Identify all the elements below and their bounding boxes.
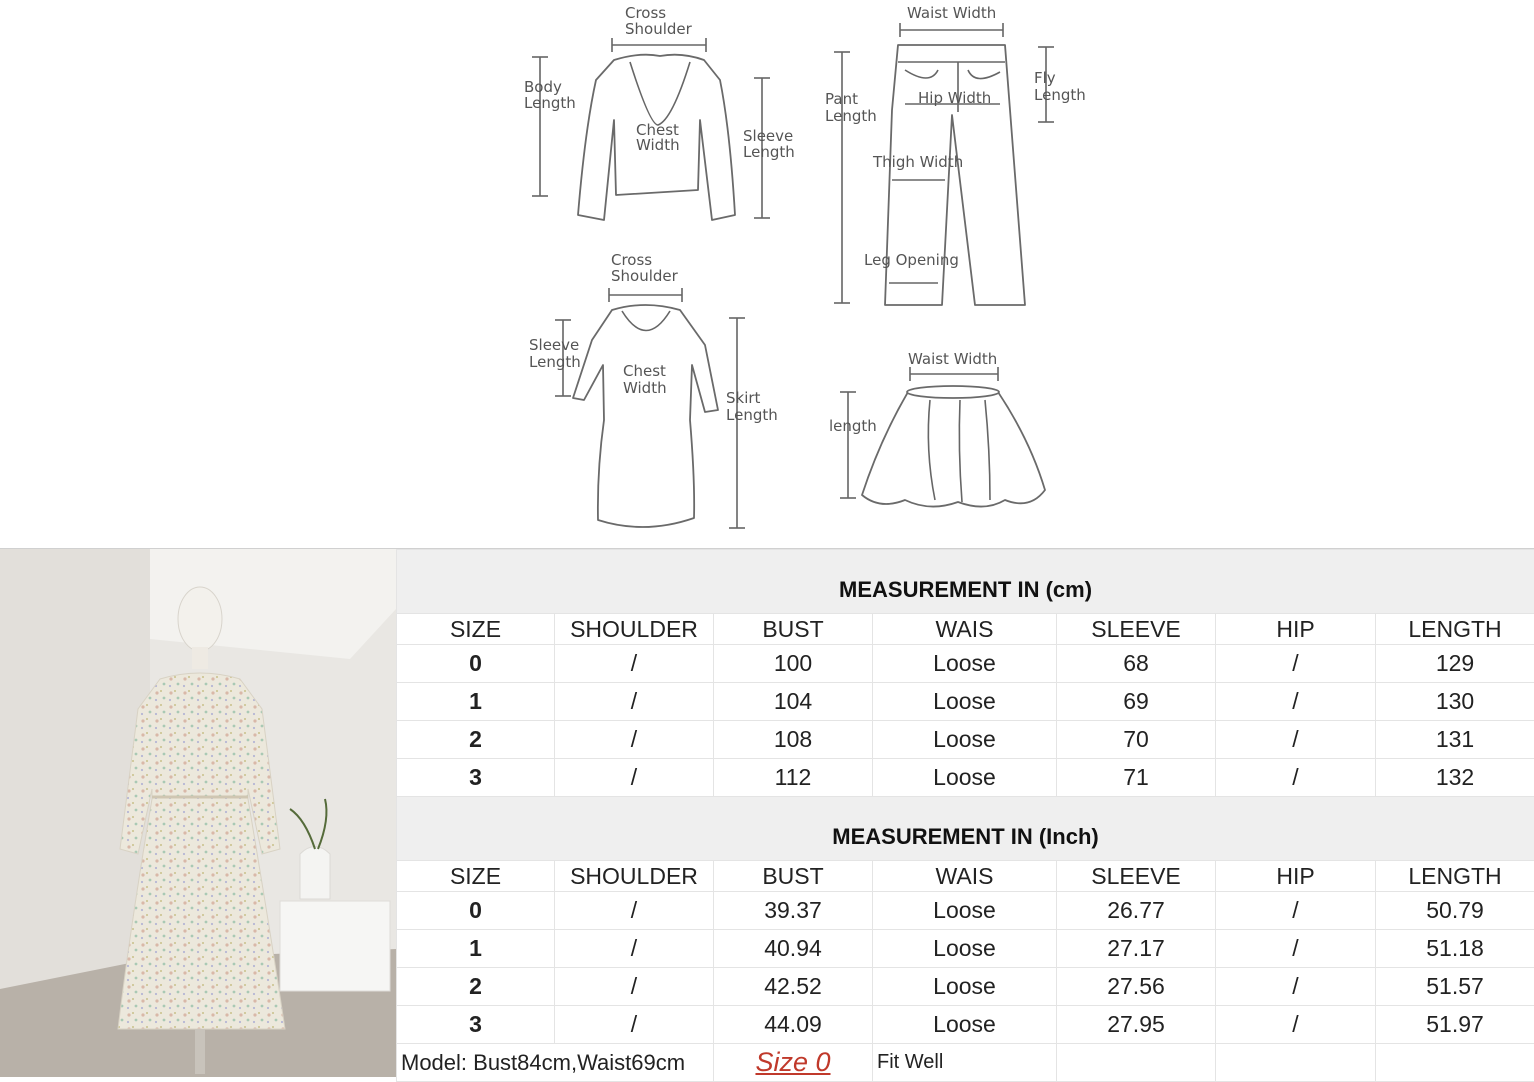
pants-waist-width-label: Waist Width bbox=[907, 4, 996, 22]
inch-cell-bust: 44.09 bbox=[714, 1006, 873, 1044]
cm-cell-shoulder: / bbox=[555, 759, 714, 797]
cm-cell-sleeve: 68 bbox=[1057, 645, 1216, 683]
cm-cell-shoulder: / bbox=[555, 683, 714, 721]
cm-cell-bust: 112 bbox=[714, 759, 873, 797]
inch-cell-shoulder: / bbox=[555, 1006, 714, 1044]
cm-cell-length: 132 bbox=[1376, 759, 1534, 797]
cm-cell-sleeve: 69 bbox=[1057, 683, 1216, 721]
cm-cell-shoulder: / bbox=[555, 721, 714, 759]
inch-cell-size: 0 bbox=[397, 892, 555, 930]
pants-diagram bbox=[825, 4, 1086, 305]
cm-header-row bbox=[397, 614, 1534, 645]
cm-table-title: MEASUREMENT IN (cm) bbox=[397, 550, 1534, 614]
top-chest-width-label-1: Chest bbox=[636, 121, 679, 139]
inch-cell-shoulder: / bbox=[555, 892, 714, 930]
cm-header-shoulder: SHOULDER bbox=[555, 614, 714, 645]
size-table bbox=[396, 549, 1534, 1082]
skirt-length-label: length bbox=[829, 417, 877, 435]
inch-cell-sleeve: 27.17 bbox=[1057, 930, 1216, 968]
top-sleeve-length-label-1: Sleeve bbox=[743, 127, 793, 145]
table-row bbox=[397, 683, 1534, 721]
dress-cross-shoulder-label-1: Cross bbox=[611, 251, 652, 269]
inch-cell-size: 2 bbox=[397, 968, 555, 1006]
top-cross-shoulder-label-2: Shoulder bbox=[625, 20, 693, 38]
fit-note: Fit Well bbox=[873, 1044, 1057, 1082]
cm-cell-bust: 108 bbox=[714, 721, 873, 759]
cm-cell-sleeve: 71 bbox=[1057, 759, 1216, 797]
cm-cell-hip: / bbox=[1216, 645, 1376, 683]
table-row bbox=[397, 930, 1534, 968]
inch-header-hip: HIP bbox=[1216, 861, 1376, 892]
dress-diagram bbox=[529, 251, 778, 528]
cm-cell-waist: Loose bbox=[873, 683, 1057, 721]
table-row bbox=[397, 759, 1534, 797]
cm-cell-length: 129 bbox=[1376, 645, 1534, 683]
inch-cell-hip: / bbox=[1216, 930, 1376, 968]
top-body-length-label-2: Length bbox=[524, 94, 576, 112]
cm-cell-size: 1 bbox=[397, 683, 555, 721]
inch-cell-waist: Loose bbox=[873, 892, 1057, 930]
cm-cell-length: 130 bbox=[1376, 683, 1534, 721]
cm-header-hip: HIP bbox=[1216, 614, 1376, 645]
size-chart bbox=[396, 549, 1534, 1080]
skirt-outline bbox=[862, 392, 1045, 507]
table-row bbox=[397, 892, 1534, 930]
model-size: Size 0 bbox=[714, 1044, 873, 1082]
inch-header-sleeve: SLEEVE bbox=[1057, 861, 1216, 892]
top-cross-shoulder-label-1: Cross bbox=[625, 4, 666, 22]
inch-header-row bbox=[397, 861, 1534, 892]
cm-cell-size: 2 bbox=[397, 721, 555, 759]
inch-cell-bust: 40.94 bbox=[714, 930, 873, 968]
table-row bbox=[397, 968, 1534, 1006]
inch-cell-size: 3 bbox=[397, 1006, 555, 1044]
pants-length-label-1: Pant bbox=[825, 90, 858, 108]
pants-fly-length-label-2: Length bbox=[1034, 86, 1086, 104]
pants-leg-opening-label: Leg Opening bbox=[864, 251, 959, 269]
inch-header-waist: WAIS bbox=[873, 861, 1057, 892]
cm-cell-hip: / bbox=[1216, 759, 1376, 797]
cm-cell-length: 131 bbox=[1376, 721, 1534, 759]
inch-cell-shoulder: / bbox=[555, 930, 714, 968]
empty-cell bbox=[1057, 1044, 1216, 1082]
inch-cell-sleeve: 26.77 bbox=[1057, 892, 1216, 930]
cm-cell-sleeve: 70 bbox=[1057, 721, 1216, 759]
inch-cell-bust: 39.37 bbox=[714, 892, 873, 930]
pants-length-label-2: Length bbox=[825, 107, 877, 125]
top-garment-diagram bbox=[524, 4, 795, 220]
inch-cell-length: 50.79 bbox=[1376, 892, 1534, 930]
model-measurements: Model: Bust84cm,Waist69cm bbox=[397, 1044, 714, 1082]
dress-outline bbox=[573, 305, 718, 527]
cm-header-sleeve: SLEEVE bbox=[1057, 614, 1216, 645]
dress-skirt-length-label-1: Skirt bbox=[726, 389, 761, 407]
pants-hip-width-label: Hip Width bbox=[918, 89, 991, 107]
cm-cell-hip: / bbox=[1216, 721, 1376, 759]
cm-cell-waist: Loose bbox=[873, 645, 1057, 683]
cm-cell-hip: / bbox=[1216, 683, 1376, 721]
dress-sleeve-length-label-2: Length bbox=[529, 353, 581, 371]
cm-cell-waist: Loose bbox=[873, 759, 1057, 797]
inch-cell-length: 51.97 bbox=[1376, 1006, 1534, 1044]
cm-header-waist: WAIS bbox=[873, 614, 1057, 645]
dress-cross-shoulder-label-2: Shoulder bbox=[611, 267, 679, 285]
inch-table-title: MEASUREMENT IN (Inch) bbox=[397, 797, 1534, 861]
dress-sleeve-length-label-1: Sleeve bbox=[529, 336, 579, 354]
inch-cell-length: 51.57 bbox=[1376, 968, 1534, 1006]
inch-header-size: SIZE bbox=[397, 861, 555, 892]
skirt-diagram bbox=[829, 350, 1045, 507]
cm-cell-bust: 104 bbox=[714, 683, 873, 721]
top-sleeve-length-label-2: Length bbox=[743, 143, 795, 161]
inch-cell-waist: Loose bbox=[873, 1006, 1057, 1044]
table-row bbox=[397, 721, 1534, 759]
cm-cell-bust: 100 bbox=[714, 645, 873, 683]
empty-cell bbox=[1216, 1044, 1376, 1082]
inch-cell-hip: / bbox=[1216, 892, 1376, 930]
cm-cell-waist: Loose bbox=[873, 721, 1057, 759]
product-photo bbox=[0, 549, 396, 1077]
cm-header-size: SIZE bbox=[397, 614, 555, 645]
table-row bbox=[397, 645, 1534, 683]
pants-fly-length-label-1: Fly bbox=[1034, 69, 1056, 87]
inch-cell-waist: Loose bbox=[873, 930, 1057, 968]
inch-cell-waist: Loose bbox=[873, 968, 1057, 1006]
inch-cell-length: 51.18 bbox=[1376, 930, 1534, 968]
pants-thigh-width-label: Thigh Width bbox=[872, 153, 963, 171]
top-chest-width-label-2: Width bbox=[636, 136, 680, 154]
inch-header-shoulder: SHOULDER bbox=[555, 861, 714, 892]
cm-cell-shoulder: / bbox=[555, 645, 714, 683]
cm-cell-size: 3 bbox=[397, 759, 555, 797]
dress-chest-width-label-2: Width bbox=[623, 379, 667, 397]
cm-header-bust: BUST bbox=[714, 614, 873, 645]
cm-cell-size: 0 bbox=[397, 645, 555, 683]
inch-cell-shoulder: / bbox=[555, 968, 714, 1006]
model-info-row bbox=[397, 1044, 1534, 1082]
inch-cell-size: 1 bbox=[397, 930, 555, 968]
empty-cell bbox=[1376, 1044, 1534, 1082]
inch-cell-hip: / bbox=[1216, 968, 1376, 1006]
cm-header-length: LENGTH bbox=[1376, 614, 1534, 645]
inch-cell-bust: 42.52 bbox=[714, 968, 873, 1006]
inch-cell-sleeve: 27.56 bbox=[1057, 968, 1216, 1006]
inch-cell-hip: / bbox=[1216, 1006, 1376, 1044]
inch-header-length: LENGTH bbox=[1376, 861, 1534, 892]
inch-cell-sleeve: 27.95 bbox=[1057, 1006, 1216, 1044]
dress-skirt-length-label-2: Length bbox=[726, 406, 778, 424]
dress-chest-width-label-1: Chest bbox=[623, 362, 666, 380]
inch-header-bust: BUST bbox=[714, 861, 873, 892]
table-row bbox=[397, 1006, 1534, 1044]
top-body-length-label-1: Body bbox=[524, 78, 562, 96]
skirt-waist-width-label: Waist Width bbox=[908, 350, 997, 368]
